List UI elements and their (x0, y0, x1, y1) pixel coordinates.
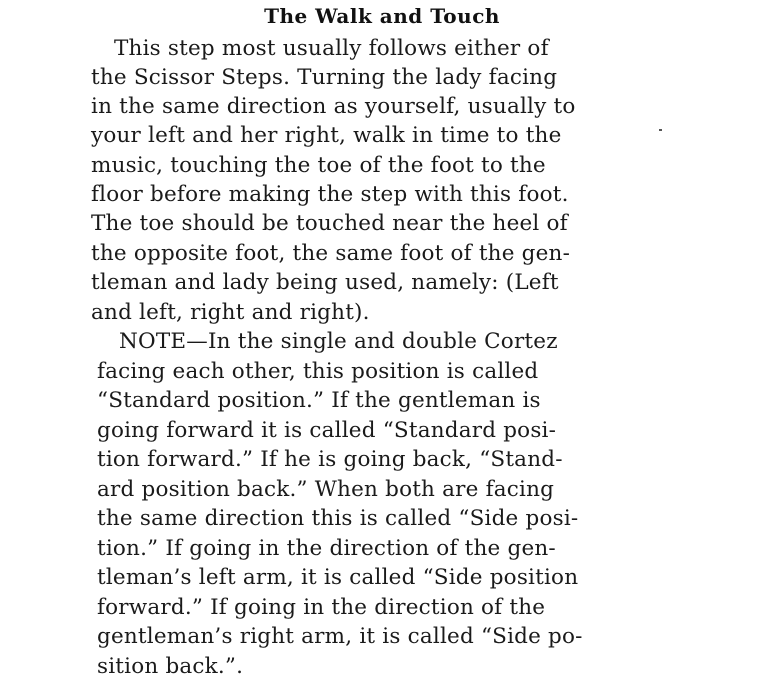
text-line: floor before making the step with this foot. (91, 182, 569, 207)
text-line: forward.” If going in the direction of the (97, 595, 546, 620)
text-line: ard position back.” When both are facing (97, 477, 555, 502)
text-line: in the same direction as yourself, usually to (91, 94, 576, 119)
text-line: tleman’s left arm, it is called “Side position (97, 565, 579, 590)
text-line: This step most usually follows either of (114, 36, 549, 61)
text-line: The toe should be touched near the heel of (91, 211, 568, 236)
text-line: and left, right and right). (91, 300, 370, 325)
text-line: the Scissor Steps. Turning the lady facing (91, 65, 558, 90)
text-line: tion.” If going in the direction of the gen- (97, 536, 556, 561)
text-line: music, touching the toe of the foot to the (91, 153, 546, 178)
text-line: the same direction this is called “Side posi- (97, 506, 579, 531)
text-line: NOTE—In the single and double Cortez (119, 329, 558, 354)
text-line: the opposite foot, the same foot of the gen- (91, 241, 571, 266)
text-line: sition back.”. (97, 654, 244, 679)
text-line: facing each other, this position is called (97, 359, 539, 384)
page-title: The Walk and Touch (264, 4, 500, 28)
text-line: your left and her right, walk in time to the (91, 123, 562, 148)
text-line: going forward it is called “Standard posi- (97, 418, 557, 443)
scan-speck (659, 129, 662, 131)
text-line: gentleman’s right arm, it is called “Side po- (97, 624, 583, 649)
text-line: tion forward.” If he is going back, “Stand- (97, 447, 563, 472)
text-line: “Standard position.” If the gentleman is (97, 388, 541, 413)
text-line: tleman and lady being used, namely: (Left (91, 270, 559, 295)
